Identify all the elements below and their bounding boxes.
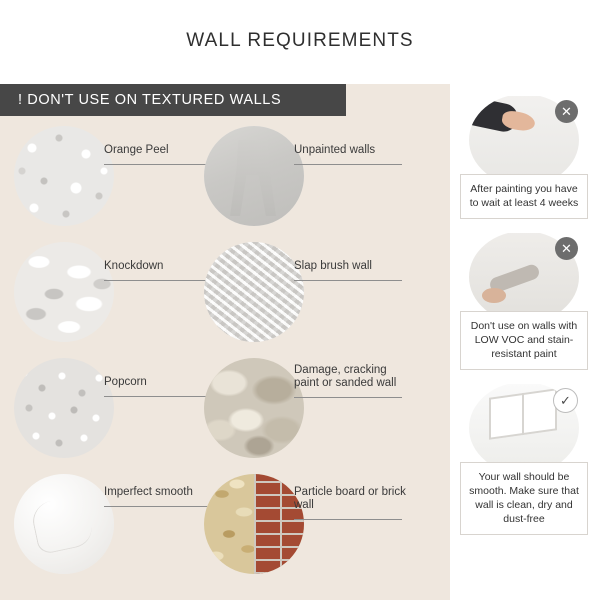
label-underline <box>294 275 402 281</box>
label-underline <box>294 392 402 398</box>
texture-sample-popcorn <box>0 356 210 472</box>
texture-swatch-damage-cracking <box>204 358 304 458</box>
note-photo-hand-painting <box>460 96 588 174</box>
texture-sample-particle-board <box>190 472 406 588</box>
check-icon: ✓ <box>553 388 578 413</box>
texture-label-imperfect-smooth: Imperfect smooth <box>104 486 216 507</box>
label-underline <box>294 159 402 165</box>
texture-swatch-particle-board <box>204 474 304 574</box>
warning-banner-label: ! DON'T USE ON TEXTURED WALLS <box>18 92 282 108</box>
texture-swatch-unpainted-walls <box>204 126 304 226</box>
cross-icon: ✕ <box>555 237 578 260</box>
texture-label-slap-brush-wall: Slap brush wall <box>294 260 406 281</box>
note-card-smooth-wall <box>460 384 588 535</box>
texture-label-damage-cracking: Damage, cracking paint or sanded wall <box>294 364 406 398</box>
texture-sample-damage-cracking <box>190 356 400 472</box>
texture-sample-imperfect-smooth <box>0 472 210 588</box>
texture-swatch-orange-peel <box>14 126 114 226</box>
texture-swatch-imperfect-smooth <box>14 474 114 574</box>
note-photo-smooth-wall <box>460 384 588 462</box>
texture-label-unpainted-walls: Unpainted walls <box>294 144 406 165</box>
warning-banner <box>0 84 346 116</box>
texture-swatch-popcorn <box>14 358 114 458</box>
note-text-low-voc-paint: Don't use on walls with LOW VOC and stain-resistant paint <box>460 311 588 370</box>
page-title: WALL REQUIREMENTS <box>186 30 414 51</box>
texture-swatch-slap-brush-wall <box>204 242 304 342</box>
note-text-drying-time: After painting you have to wait at least 4 weeks <box>460 174 588 219</box>
note-card-drying-time <box>460 96 588 219</box>
texture-label-knockdown: Knockdown <box>104 260 216 281</box>
texture-sample-knockdown <box>0 240 210 356</box>
texture-label-orange-peel: Orange Peel <box>104 144 216 165</box>
note-photo-paint-roller <box>460 233 588 311</box>
cross-icon: ✕ <box>555 100 578 123</box>
texture-swatch-knockdown <box>14 242 114 342</box>
texture-sample-slap-brush-wall <box>190 240 400 356</box>
label-underline <box>294 514 402 520</box>
note-text-smooth-wall: Your wall should be smooth. Make sure that wall is clean, dry and dust-free <box>460 462 588 535</box>
texture-sample-orange-peel <box>0 124 210 240</box>
texture-sample-unpainted-walls <box>190 124 400 240</box>
requirement-notes-column <box>460 96 588 549</box>
texture-label-popcorn: Popcorn <box>104 376 216 397</box>
texture-sample-grid <box>0 124 450 594</box>
texture-label-particle-board: Particle board or brick wall <box>294 486 406 520</box>
note-card-low-voc-paint <box>460 233 588 370</box>
